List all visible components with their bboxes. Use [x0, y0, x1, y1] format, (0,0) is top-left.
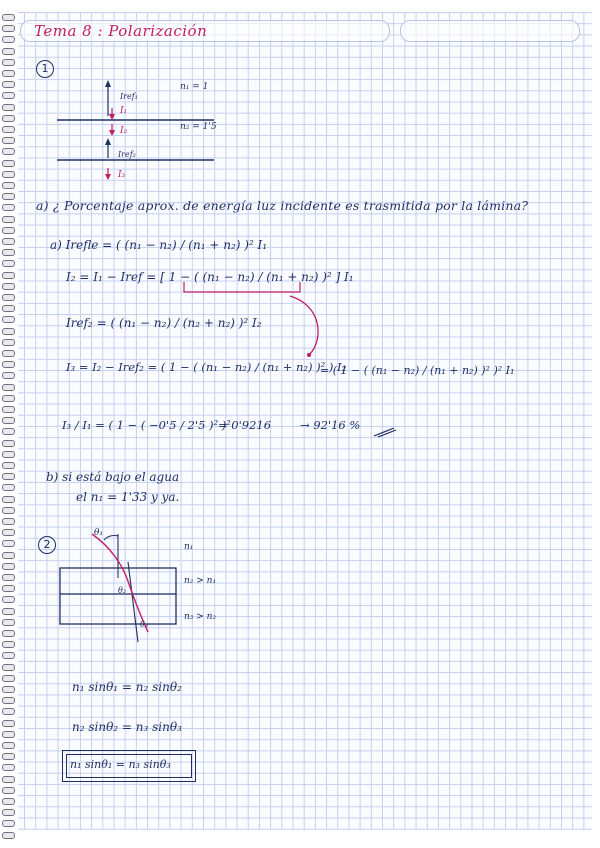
binding-ring: [2, 14, 15, 21]
result-underline: [372, 426, 398, 438]
binding-ring: [2, 182, 15, 189]
binding-ring: [2, 160, 15, 167]
binding-ring: [2, 126, 15, 133]
binding-ring: [2, 36, 15, 43]
binding-ring: [2, 675, 15, 682]
binding-ring: [2, 608, 15, 615]
binding-ring: [2, 283, 15, 290]
binding-ring: [2, 238, 15, 245]
equation-ratio: I₃ / I₁ = ( 1 − ( −0'5 / 2'5 )² )²: [62, 418, 231, 432]
binding-ring: [2, 328, 15, 335]
binding-ring: [2, 115, 15, 122]
angle-arc: [104, 535, 118, 540]
binding-ring: [2, 764, 15, 771]
binding-ring: [2, 507, 15, 514]
label-n2: n₂ = 1'5: [180, 122, 217, 132]
problem-number-1: 1: [36, 60, 54, 78]
binding-ring: [2, 809, 15, 816]
binding-ring: [2, 473, 15, 480]
binding-ring: [2, 294, 15, 301]
label-n1: n₁: [184, 542, 194, 552]
snell-equation-1: n₁ sinθ₁ = n₂ sinθ₂: [72, 680, 182, 694]
label-iref1: Iref₁: [120, 92, 138, 101]
label-n3: n₃ > n₂: [184, 612, 217, 622]
binding-ring: [2, 216, 15, 223]
binding-ring: [2, 361, 15, 368]
binding-ring: [2, 664, 15, 671]
binding-ring: [2, 630, 15, 637]
label-iref2: Iref₂: [118, 150, 136, 159]
arrow-head: [109, 130, 115, 136]
binding-ring: [2, 25, 15, 32]
question-a: a) ¿ Porcentaje aprox. de energía luz incidente es trasmitida por la lámina?: [36, 198, 529, 213]
equation-i2: I₂ = I₁ − Iref = [ 1 − ( (n₁ − n₂) / (n₁ + n₂) )² ] I₁: [66, 270, 354, 284]
binding-ring: [2, 731, 15, 738]
binding-ring: [2, 384, 15, 391]
binding-ring: [2, 787, 15, 794]
binding-ring: [2, 552, 15, 559]
binding-ring: [2, 372, 15, 379]
binding-ring: [2, 171, 15, 178]
problem-number-2: 2: [38, 536, 56, 554]
binding-ring: [2, 496, 15, 503]
binding-ring: [2, 832, 15, 839]
binding-ring: [2, 720, 15, 727]
binding-ring: [2, 529, 15, 536]
binding-ring: [2, 596, 15, 603]
label-i2: I₂: [120, 126, 128, 136]
binding-ring: [2, 59, 15, 66]
binding-ring: [2, 70, 15, 77]
header-frame-right: [400, 20, 580, 42]
highlight-bracket: [178, 262, 328, 362]
ratio-value: = 0'9216: [218, 418, 272, 432]
binding-ring: [2, 484, 15, 491]
arrow-head: [105, 80, 111, 87]
binding-ring: [2, 619, 15, 626]
binding-ring: [2, 563, 15, 570]
binding-ring: [2, 104, 15, 111]
arrow-head: [105, 138, 111, 145]
binding-ring: [2, 697, 15, 704]
label-n2: n₂ > n₁: [184, 576, 217, 586]
binding-ring: [2, 148, 15, 155]
binding-ring: [2, 305, 15, 312]
binding-ring: [2, 585, 15, 592]
label-i3: I₃: [118, 170, 126, 180]
binding-ring: [2, 193, 15, 200]
binding-ring: [2, 820, 15, 827]
label-theta3: θ₃: [140, 620, 149, 629]
binding-ring: [2, 574, 15, 581]
equation-i3: I₃ = I₂ − Iref₂ = ( 1 − ( (n₁ − n₂) / (n₁ + n₂) )² ) I₂: [66, 360, 347, 374]
binding-ring: [2, 798, 15, 805]
binding-ring: [2, 462, 15, 469]
part-b-line2: el n₁ = 1'33 y ya.: [76, 490, 180, 504]
binding-ring: [2, 540, 15, 547]
binding-ring: [2, 272, 15, 279]
snell-equation-2: n₂ sinθ₂ = n₃ sinθ₃: [72, 720, 182, 734]
binding-ring: [2, 316, 15, 323]
binding-ring: [2, 776, 15, 783]
part-b-line1: b) si está bajo el agua: [46, 470, 180, 484]
binding-ring: [2, 339, 15, 346]
binding-ring: [2, 227, 15, 234]
arrow-head: [109, 114, 115, 120]
label-i1: I₁: [120, 106, 128, 116]
binding-ring: [2, 204, 15, 211]
binding-ring: [2, 81, 15, 88]
equation-i3-result: = ( 1 − ( (n₁ − n₂) / (n₁ + n₂) )² )² I₁: [320, 364, 515, 377]
binding-ring: [2, 350, 15, 357]
label-n1: n₁ = 1: [180, 82, 209, 92]
binding-ring: [2, 137, 15, 144]
spiral-binding: [0, 0, 20, 848]
binding-ring: [2, 395, 15, 402]
binding-ring: [2, 652, 15, 659]
binding-ring: [2, 451, 15, 458]
binding-ring: [2, 92, 15, 99]
binding-ring: [2, 428, 15, 435]
binding-ring: [2, 440, 15, 447]
binding-ring: [2, 260, 15, 267]
label-theta2: θ₂: [118, 586, 127, 595]
binding-ring: [2, 417, 15, 424]
arrow-head: [105, 174, 111, 180]
refracted-ray: [92, 534, 148, 632]
binding-ring: [2, 742, 15, 749]
label-theta1: θ₁: [94, 528, 104, 538]
binding-ring: [2, 48, 15, 55]
binding-ring: [2, 708, 15, 715]
binding-ring: [2, 249, 15, 256]
equation-irefle: a) Irefle = ( (n₁ − n₂) / (n₁ + n₂) )² I₁: [50, 238, 268, 252]
snell-final: n₁ sinθ₁ = n₃ sinθ₃: [70, 758, 171, 771]
normal-2: [128, 562, 138, 642]
percent-result: → 92'16 %: [300, 418, 361, 432]
equation-iref2: Iref₂ = ( (n₁ − n₂) / (n₂ + n₂) )² I₂: [66, 316, 262, 330]
binding-ring: [2, 406, 15, 413]
binding-ring: [2, 518, 15, 525]
binding-ring: [2, 686, 15, 693]
page-title: Tema 8 : Polarización: [34, 22, 208, 40]
binding-ring: [2, 641, 15, 648]
binding-ring: [2, 753, 15, 760]
